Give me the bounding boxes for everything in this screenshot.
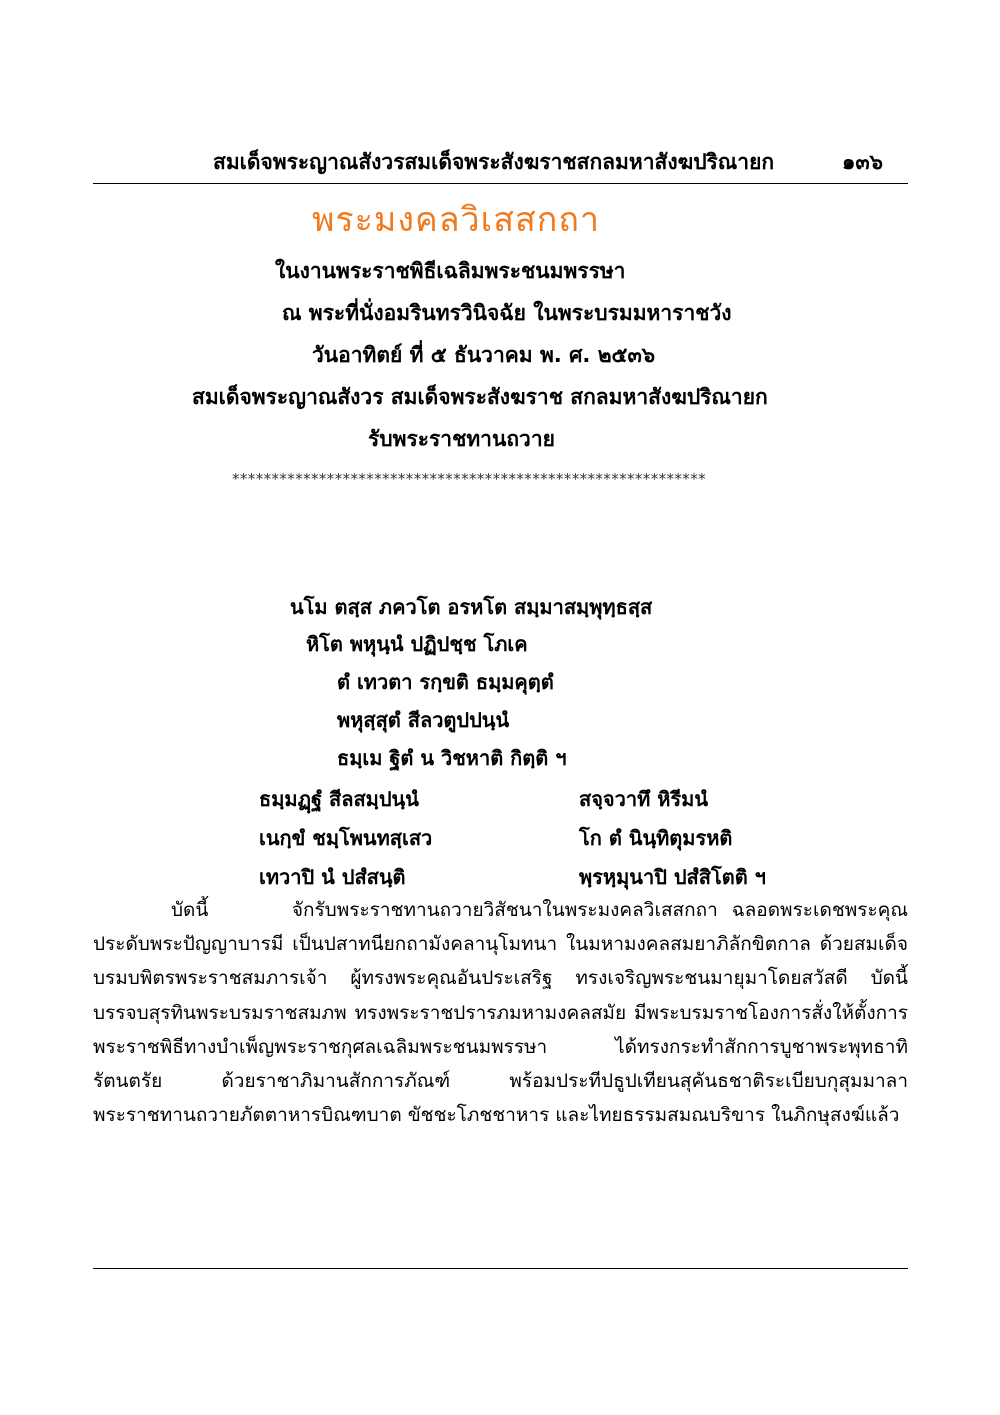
pali-verse-line: นโม ตสฺส ภควโต อรหโต สมฺมาสมฺพุทฺธสฺส <box>290 595 653 619</box>
body-paragraph <box>93 893 908 1132</box>
running-header-title: สมเด็จพระญาณสังวรสมเด็จพระสังฆราชสกลมหาสังฆปริณายก <box>213 150 775 174</box>
subtitle-date: วันอาทิตย์ ที่ ๕ ธันวาคม พ. ศ. ๒๕๓๖ <box>312 343 656 367</box>
pali-verse-line: ธมฺเม ฐิตํ น วิชหาติ กิตฺติ ฯ <box>337 746 567 770</box>
paragraph-text: จักรับพระราชทานถวายวิสัชนาในพระมงคลวิเสสกถา ฉลอดพระเดชพระคุณประดับพระปัญญาบารมี เป็นปสาทนียกถามังคลานุโมทนา ในมหามงคลสมยาภิลักขิตกาล ด้วยสมเด็จบรมบพิตรพระราชสมภารเจ้า ผู้ทรงพระคุณอันประเสริฐ ทรงเจริญพระชนมายุมาโดยสวัสดี บัดนี้ บรรจบสุรทินพระบรมราชสมภพ ทรงพระราชปรารภมหามงคลสมัย มีพระบรมราชโองการสั่งให้ตั้งการพระราชพิธีทางบำเพ็ญพระราชกุศลเฉลิมพระชนมพรรษา ได้ทรงกระทำสักการบูชาพระพุทธาทิรัตนตรัย ด้วยราชาภิมานสักการภัณฑ์ พร้อมประทีปธูปเทียนสุคันธชาติระเบียบกุสุมมาลา พระราชทานถวายภัตตาหารบิณฑบาต ขัชชะโภชชาหาร และไทยธรรมสมณบริขาร ในภิกษุสงฆ์แล้ว <box>93 899 908 1127</box>
document-title: พระมงคลวิเสสกถา <box>312 200 601 240</box>
pali-couplet-right: พฺรหฺมุนาปิ ปสํสิโตติ ฯ <box>579 865 766 889</box>
subtitle-venue: ณ พระที่นั่งอมรินทรวินิจฉัย ในพระบรมมหาราชวัง <box>282 301 732 325</box>
subtitle-ceremony: ในงานพระราชพิธีเฉลิมพระชนมพรรษา <box>275 259 626 283</box>
page-number: ๑๓๖ <box>842 150 884 174</box>
pali-verse-line: ตํ เทวตา รกฺขติ ธมฺมคุตฺตํ <box>337 670 554 694</box>
subtitle-offering: รับพระราชทานถวาย <box>368 427 555 451</box>
pali-couplet-left: ธมฺมฏฺฐํ สีลสมฺปนฺนํ <box>259 787 419 811</box>
pali-verse-line: หิโต พหุนฺนํ ปฏิปชฺช โภเค <box>306 632 528 656</box>
pali-couplet-right: สจฺจวาทึ หิรีมนํ <box>579 787 709 811</box>
asterisk-separator: ************************************************************ <box>232 470 706 488</box>
pali-couplet-left: เนกฺขํ ชมฺโพนทสฺเสว <box>259 826 433 850</box>
pali-couplet-right: โก ตํ นินฺทิตุมรหติ <box>579 826 733 850</box>
subtitle-author: สมเด็จพระญาณสังวร สมเด็จพระสังฆราช สกลมหาสังฆปริณายก <box>192 385 768 409</box>
pali-verse-line: พหุสฺสุตํ สีลวตูปปนฺนํ <box>337 708 510 732</box>
header-rule <box>93 183 908 184</box>
paragraph-first-word: บัดนี้ <box>171 899 209 921</box>
footer-rule <box>93 1268 908 1269</box>
pali-couplet-left: เทวาปิ นํ ปสํสนฺติ <box>259 865 406 889</box>
